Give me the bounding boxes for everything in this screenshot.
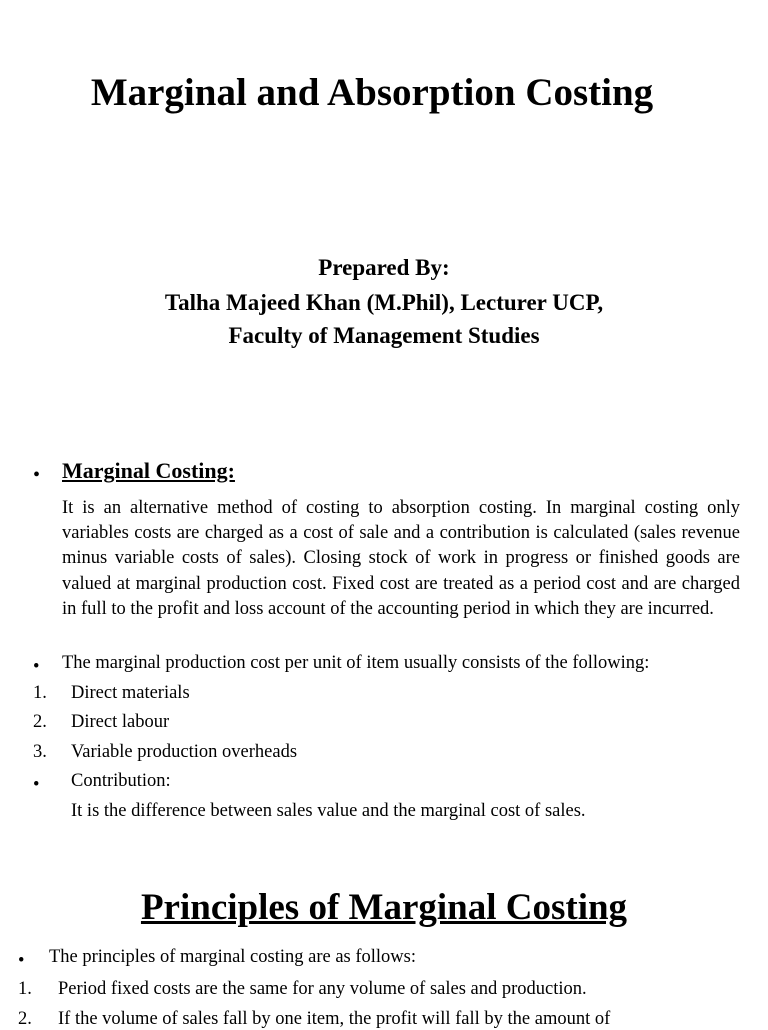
list-item: Direct materials [71,683,190,703]
principles-heading: Principles of Marginal Costing [140,887,628,928]
list-item: Direct labour [71,712,170,732]
prepared-by-label: Prepared By: [318,255,450,280]
document-title: Marginal and Absorption Costing [90,71,654,114]
list-item-marker: 1. [18,979,32,999]
contribution-definition: It is the difference between sales value and the marginal cost of sales. [71,801,586,821]
faculty-line: Faculty of Management Studies [228,323,540,348]
list-item: Contribution: [71,771,171,791]
list-item: Period fixed costs are the same for any volume of sales and production. [58,979,587,999]
bullet-marker: • [33,464,41,486]
principles-intro: The principles of marginal costing are as follows: [49,947,416,967]
author-line: Talha Majeed Khan (M.Phil), Lecturer UCP, [164,290,604,315]
list-item-marker: • [33,775,40,795]
marginal-costing-heading: Marginal Costing: [62,458,235,483]
unit-cost-intro: The marginal production cost per unit of item usually consists of the following: [62,653,650,673]
list-item-marker: 1. [33,683,47,703]
marginal-costing-paragraph: It is an alternative method of costing to absorption costing. In marginal costing only variables costs are charged as a cost of sale and a contribution is calculated (sales revenue minus variable costs of sales). Closing stock of work in progress or finished goods are valued at marginal production cost. Fixed cost are treated as a period cost and are charged in full to the profit and loss account of the accounting period in which they are incurred. [62,498,740,619]
list-item: Variable production overheads [71,742,298,762]
list-item-marker: 3. [33,742,47,762]
list-item-marker: 2. [33,712,47,732]
bullet-marker: • [33,657,40,677]
list-item: If the volume of sales fall by one item, the profit will fall by the amount of [58,1009,611,1029]
list-item-marker: 2. [18,1009,32,1029]
bullet-marker: • [18,951,25,971]
